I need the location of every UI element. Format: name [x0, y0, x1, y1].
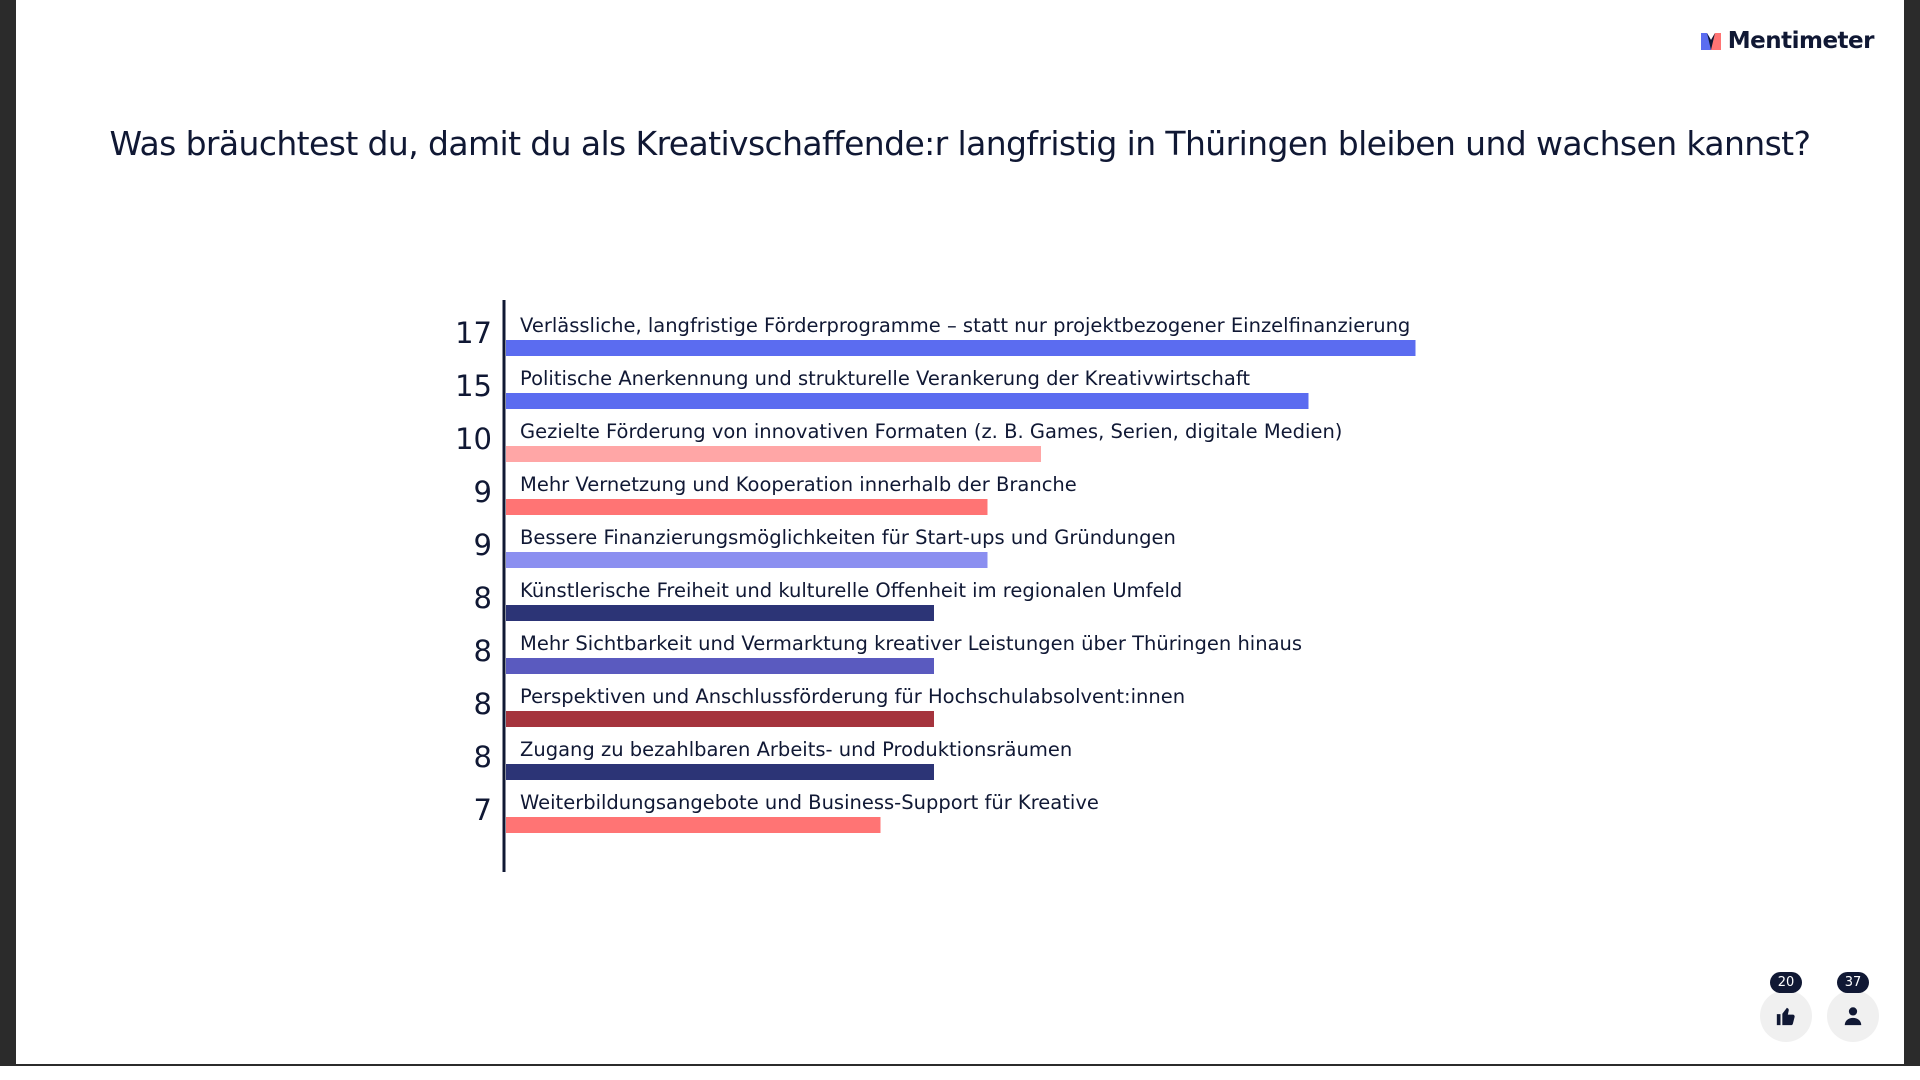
participants-button[interactable] [1827, 990, 1879, 1042]
bar-label: Mehr Sichtbarkeit und Vermarktung kreativer Leistungen über Thüringen hinaus [520, 632, 1303, 655]
bar [506, 605, 934, 621]
bar-label: Perspektiven und Anschlussförderung für Hochschulabsolvent:innen [520, 685, 1186, 708]
question-title: Was bräuchtest du, damit du als Kreativschaffende:r langfristig in Thüringen bleiben und wachsen kannst? [109, 124, 1811, 163]
bar [506, 446, 1041, 462]
bar-value-label: 17 [455, 316, 492, 350]
bar [506, 552, 988, 568]
bar-label: Politische Anerkennung und strukturelle Verankerung der Kreativwirtschaft [520, 367, 1250, 390]
bar [506, 393, 1309, 409]
bar-value-label: 10 [455, 422, 492, 456]
bar-label: Zugang zu bezahlbaren Arbeits- und Produktionsräumen [520, 738, 1073, 761]
bar [506, 499, 988, 515]
participants-stat[interactable] [1825, 972, 1881, 1046]
bar-value-label: 8 [473, 581, 492, 615]
bar-label: Bessere Finanzierungsmöglichkeiten für Start-ups und Gründungen [520, 526, 1176, 549]
bar-value-label: 15 [455, 369, 492, 403]
bar-value-label: 8 [473, 634, 492, 668]
thumbs-up-icon [1775, 1005, 1797, 1027]
brand-name: Mentimeter [1727, 28, 1874, 54]
bar [506, 658, 934, 674]
bar-label: Verlässliche, langfristige Förderprogramme – statt nur projektbezogener Einzelfinanzierung [520, 314, 1411, 337]
reactions-button[interactable] [1760, 990, 1812, 1042]
reactions-stat[interactable] [1758, 972, 1814, 1046]
bar [506, 764, 934, 780]
bar-label: Künstlerische Freiheit und kulturelle Offenheit im regionalen Umfeld [520, 579, 1183, 602]
bar-value-label: 9 [473, 528, 492, 562]
bar-value-label: 7 [473, 793, 492, 827]
bar [506, 340, 1416, 356]
bottom-bar [0, 1066, 1920, 1080]
bar-label: Gezielte Förderung von innovativen Formaten (z. B. Games, Serien, digitale Medien) [520, 420, 1343, 443]
bar-value-label: 8 [473, 740, 492, 774]
bar [506, 817, 881, 833]
participants-count: 37 [1837, 972, 1869, 993]
bar-label: Mehr Vernetzung und Kooperation innerhalb der Branche [520, 473, 1077, 496]
bar-label: Weiterbildungsangebote und Business-Support für Kreative [520, 791, 1099, 814]
reactions-count: 20 [1770, 972, 1802, 993]
bar-value-label: 8 [473, 687, 492, 721]
results-bar-chart [16, 0, 1904, 1064]
slide [16, 0, 1904, 1064]
bar [506, 711, 934, 727]
bar-value-label: 9 [473, 475, 492, 509]
person-icon [1842, 1005, 1864, 1027]
